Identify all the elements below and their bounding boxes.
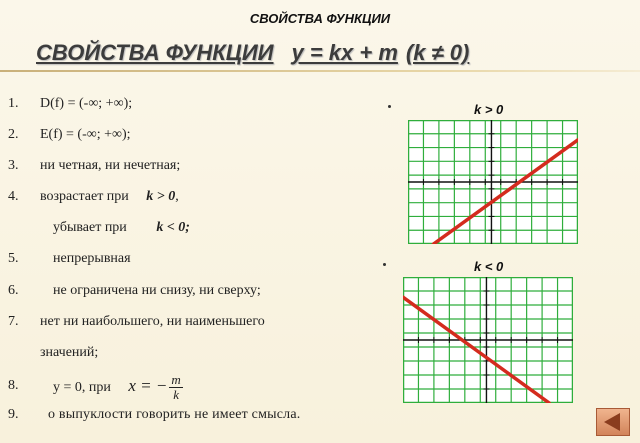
- graph-increasing: [408, 120, 578, 244]
- item-number: 8.: [8, 378, 19, 393]
- fraction: [169, 373, 182, 402]
- item-text: E(f) = (-∞; +∞);: [40, 127, 131, 142]
- property-item: [8, 220, 190, 236]
- heading-formula: y = kx + m: [291, 40, 398, 65]
- property-item: [8, 314, 265, 330]
- heading-text: СВОЙСТВА ФУНКЦИИ: [36, 40, 274, 65]
- item-condition: k > 0: [146, 189, 176, 204]
- slide-title: СВОЙСТВА ФУНКЦИИ: [249, 11, 391, 26]
- bullet-dot: [383, 263, 386, 266]
- fraction-denominator: k: [173, 387, 179, 403]
- property-item: [8, 283, 261, 299]
- property-item: [8, 407, 300, 423]
- item-text: y = 0, при: [53, 380, 111, 395]
- item-number: 5.: [8, 251, 19, 266]
- property-item: [8, 345, 98, 361]
- graph-label-decreasing: k < 0: [474, 259, 504, 274]
- item-number: 4.: [8, 189, 19, 204]
- formula-lhs: x = −: [128, 376, 168, 395]
- item-number: 6.: [8, 283, 19, 298]
- property-item: [8, 158, 180, 174]
- item-punct: ,: [175, 189, 179, 204]
- property-item: [8, 96, 132, 112]
- item-text: о выпуклости говорить не имеет смысла.: [48, 407, 301, 422]
- item-text: нет ни наибольшего, ни наименьшего: [40, 314, 265, 329]
- item-number: 1.: [8, 96, 19, 111]
- property-item: [8, 127, 131, 143]
- back-button[interactable]: [596, 408, 630, 436]
- property-item: [8, 251, 131, 267]
- bullet-dot: [388, 105, 391, 108]
- item-text: убывает при: [53, 220, 127, 235]
- property-item: [8, 366, 183, 406]
- item-text: D(f) = (-∞; +∞);: [40, 96, 133, 111]
- arrow-left-icon: [597, 409, 629, 435]
- item-number: 9.: [8, 407, 19, 422]
- item-text: ни четная, ни нечетная;: [40, 158, 181, 173]
- item-condition: k < 0;: [156, 220, 190, 235]
- property-item: [8, 189, 179, 205]
- item-text: не ограничена ни снизу, ни сверху;: [53, 283, 261, 298]
- graph-label-increasing: k > 0: [474, 102, 504, 117]
- item-number: 3.: [8, 158, 19, 173]
- heading-condition: (k ≠ 0): [405, 40, 470, 65]
- item-text: возрастает при: [40, 189, 129, 204]
- graph-decreasing: [403, 277, 573, 403]
- item-text: непрерывная: [53, 251, 131, 266]
- fraction-numerator: m: [171, 372, 181, 388]
- item-number: 7.: [8, 314, 19, 329]
- item-text: значений;: [40, 345, 99, 360]
- item-number: 2.: [8, 127, 19, 142]
